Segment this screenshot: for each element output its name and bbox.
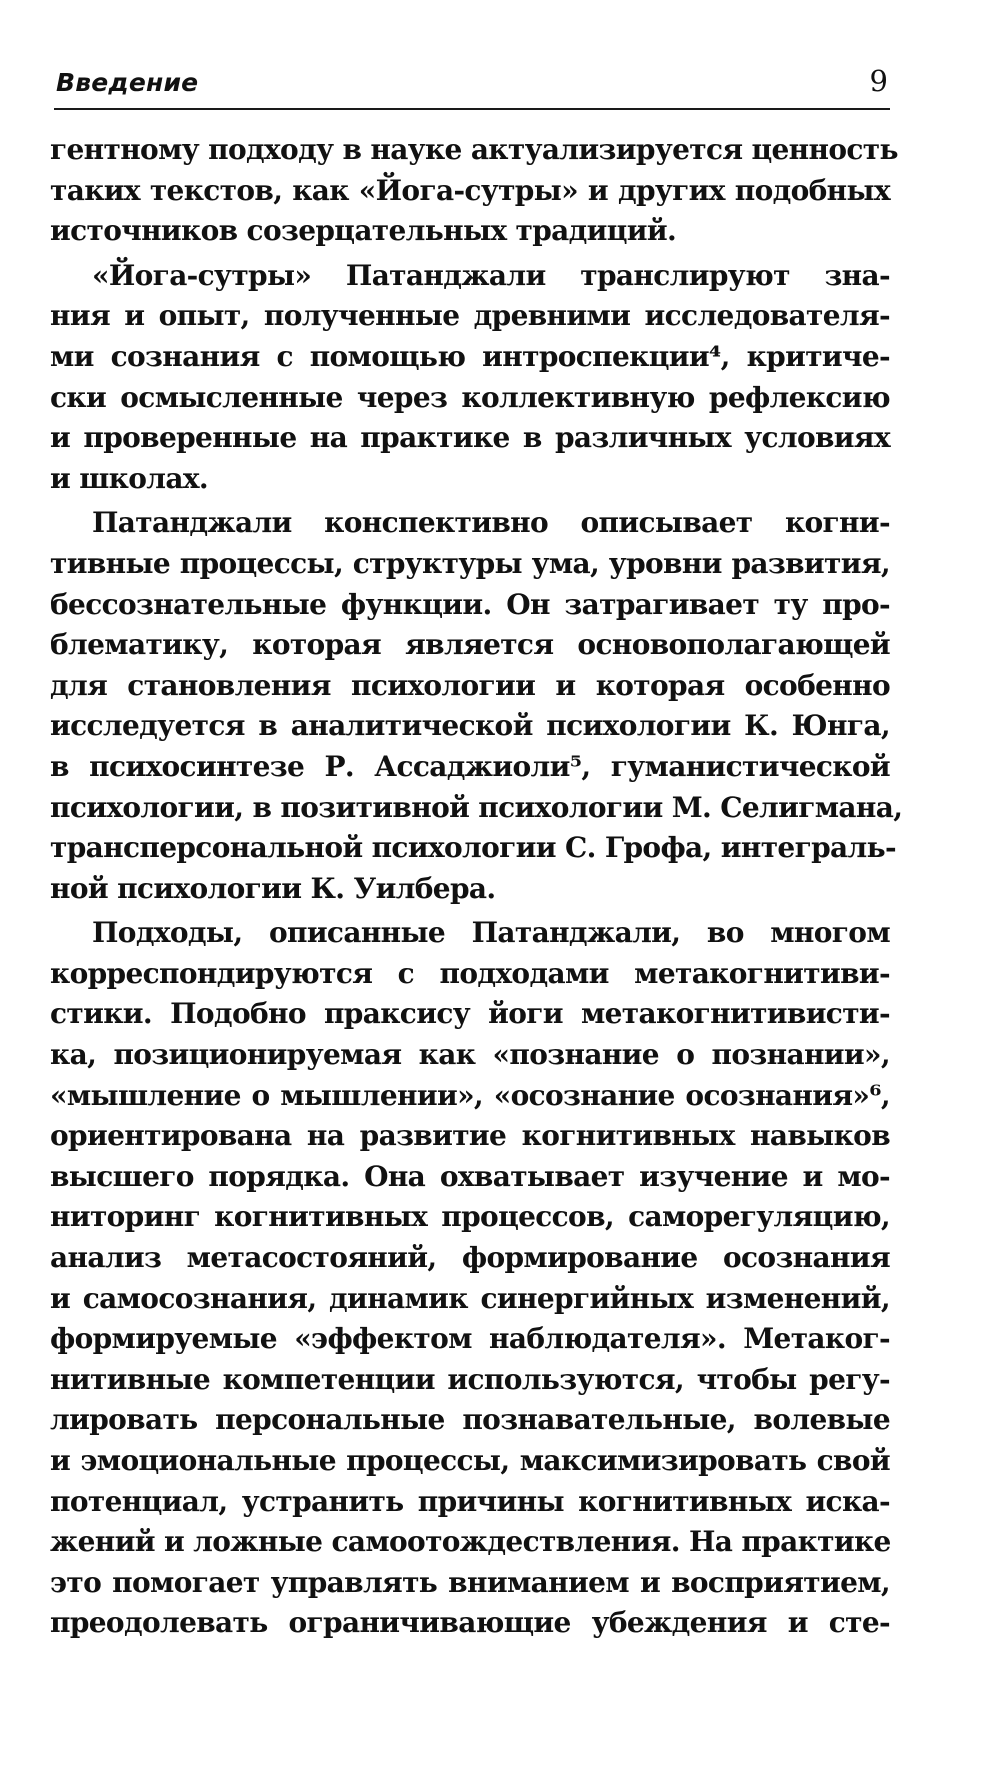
text-line: ски осмысленные через коллективную рефлексию — [50, 380, 890, 414]
text-line: ниторинг когнитивных процессов, саморегуляцию, — [50, 1200, 890, 1234]
text-line: и школах. — [50, 461, 208, 495]
text-line: блематику, которая является основополагающей — [50, 628, 890, 662]
section-title: Введение — [56, 68, 199, 97]
text-line: ной психологии К. Уилбера. — [50, 871, 496, 905]
text-line: стики. Подобно праксису йоги метакогнитивисти- — [50, 997, 890, 1031]
text-line: «мышление о мышлении», «осознание осознания»⁶, — [50, 1078, 890, 1112]
text-line: лировать персональные познавательные, волевые — [50, 1403, 890, 1437]
text-line: гентному подходу в науке актуализируется ценность — [50, 133, 898, 166]
running-header — [54, 62, 890, 110]
text-line: формируемые «эффектом наблюдателя». Метаког- — [50, 1322, 890, 1356]
text-line: и проверенные на практике в различных условиях — [50, 421, 890, 455]
text-line: и эмоциональные процессы, максимизировать свой — [50, 1444, 890, 1477]
text-line: психологии, в позитивной психологии М. Селигмана, — [50, 790, 903, 824]
text-line: таких текстов, как «Йога-сутры» и других подобных — [50, 173, 890, 207]
page-number: 9 — [869, 64, 888, 98]
text-line: высшего порядка. Она охватывает изучение и мо- — [50, 1159, 890, 1193]
text-line: «Йога-сутры» Патанджали транслируют зна- — [92, 258, 890, 292]
text-line: тивные процессы, структуры ума, уровни развития, — [50, 546, 890, 580]
text-line: источников созерцательных традиций. — [50, 214, 677, 248]
text-line: в психосинтезе Р. Ассаджиоли⁵, гуманистической — [50, 749, 890, 783]
paragraph-1 — [50, 130, 898, 252]
text-line: трансперсональной психологии С. Грофа, интеграль- — [50, 831, 896, 865]
text-line: ния и опыт, полученные древними исследователя- — [50, 299, 890, 333]
text-line: ориентирована на развитие когнитивных навыков — [50, 1119, 890, 1153]
text-line: бессознательные функции. Он затрагивает ту про- — [50, 587, 890, 621]
text-line: преодолевать ограничивающие убеждения и сте- — [50, 1606, 890, 1640]
text-line: исследуется в аналитической психологии К. Юнга, — [50, 709, 890, 743]
paragraph-3 — [50, 503, 903, 909]
paragraph-2 — [50, 256, 890, 500]
text-line: корреспондируются с подходами метакогнитиви- — [50, 956, 890, 990]
text-line: это помогает управлять вниманием и восприятием, — [50, 1565, 890, 1599]
text-line: жений и ложные самоотождествления. На практике — [50, 1525, 891, 1559]
text-line: ка, позиционируемая как «познание о познании», — [50, 1038, 890, 1072]
text-line: потенциал, устранить причины когнитивных иска- — [50, 1484, 890, 1518]
paragraph-4 — [50, 913, 890, 1644]
text-line: Подходы, описанные Патанджали, во многом — [92, 916, 890, 950]
text-line: Патанджали конспективно описывает когни- — [92, 506, 890, 540]
text-line: для становления психологии и которая особенно — [50, 668, 890, 702]
text-line: нитивные компетенции используются, чтобы регу- — [50, 1362, 890, 1396]
text-line: ми сознания с помощью интроспекции⁴, критиче- — [50, 339, 890, 373]
text-line: и самосознания, динамик синергийных изменений, — [50, 1281, 890, 1315]
body-text — [50, 130, 903, 1644]
text-line: анализ метасостояний, формирование осознания — [50, 1241, 890, 1275]
